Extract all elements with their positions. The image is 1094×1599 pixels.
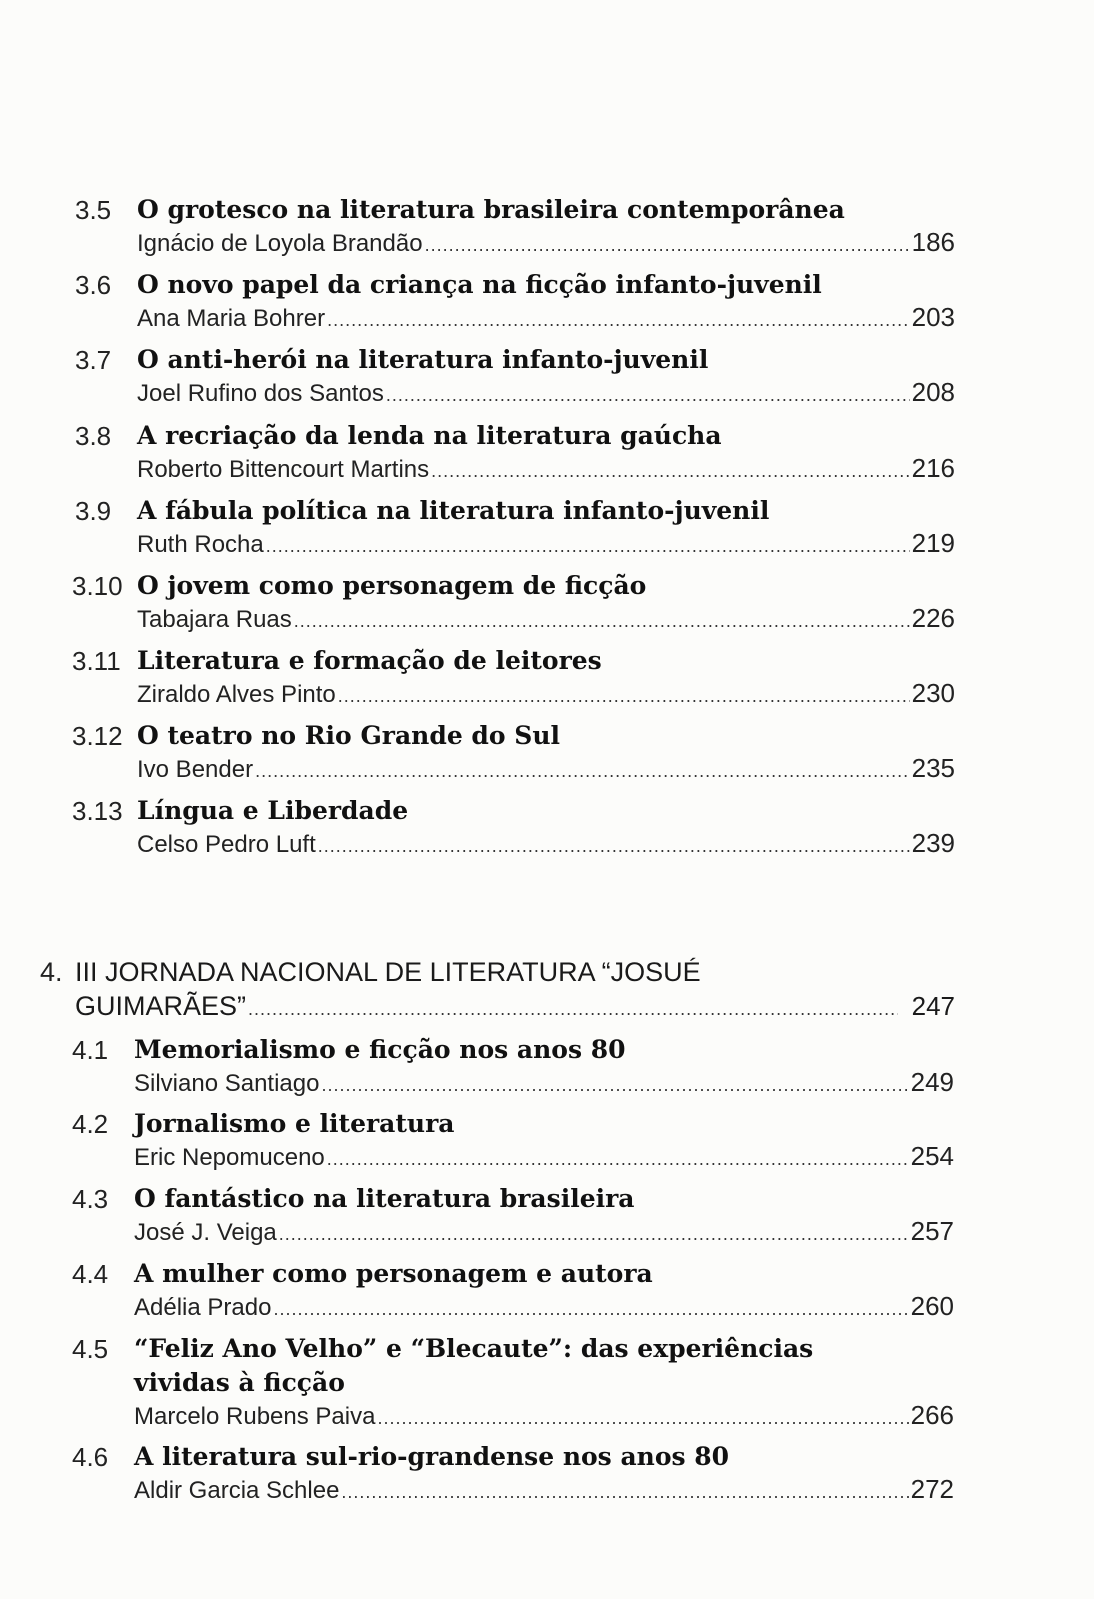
entry-author: Joel Rufino dos Santos: [137, 380, 384, 407]
entry-number: 3.10: [72, 571, 123, 601]
entry-page: 216: [911, 453, 955, 483]
entry-title: Literatura e formação de leitores: [137, 646, 602, 675]
entry-number: 3.9: [75, 496, 112, 526]
leader-dots: [255, 756, 910, 786]
entry-number: 3.12: [72, 721, 123, 751]
entry-number: 4.3: [72, 1184, 109, 1214]
leader-dots: [341, 1477, 908, 1507]
entry-page: 266: [910, 1400, 954, 1430]
entry-author-line: [137, 603, 955, 636]
entry-number: 4.6: [72, 1442, 109, 1472]
section-title-line-2: [75, 989, 955, 1026]
leader-dots: [338, 681, 910, 711]
entry-author-line: [137, 828, 955, 861]
entry-title: Memorialismo e ficção nos anos 80: [134, 1035, 626, 1064]
entry-author-line: [134, 1400, 954, 1433]
leader-dots: [327, 305, 910, 335]
entry-page: 219: [911, 528, 955, 558]
entry-author-line: [134, 1291, 954, 1324]
entry-page: 230: [911, 678, 955, 708]
entry-page: 254: [910, 1141, 954, 1171]
entry-page: 186: [911, 227, 955, 257]
entry-author: Tabajara Ruas: [137, 606, 292, 633]
entry-author-line: [134, 1067, 954, 1100]
entry-author-line: [134, 1474, 954, 1507]
leader-dots: [294, 606, 910, 636]
entry-number: 3.8: [75, 421, 112, 451]
entry-author: José J. Veiga: [134, 1219, 277, 1246]
leader-dots: [266, 531, 910, 561]
entry-author: Ruth Rocha: [137, 531, 264, 558]
entry-title: “Feliz Ano Velho” e “Blecaute”: das experiências vividas à ficção: [134, 1334, 814, 1397]
entry-author: Ana Maria Bohrer: [137, 305, 326, 332]
leader-dots: [377, 1403, 908, 1433]
leader-dots: [386, 380, 910, 410]
entry-title: O grotesco na literatura brasileira contemporânea: [137, 195, 845, 224]
leader-dots: [431, 456, 909, 486]
entry-number: 3.7: [75, 345, 112, 375]
entry-page: 272: [910, 1474, 954, 1504]
entry-title: A recriação da lenda na literatura gaúcha: [137, 421, 722, 450]
entry-title: A mulher como personagem e autora: [134, 1259, 653, 1288]
entry-page: 249: [910, 1067, 954, 1097]
section-title-cont: GUIMARÃES”: [75, 991, 247, 1021]
entry-page: 226: [911, 603, 955, 633]
entry-number: 3.5: [75, 195, 112, 225]
entry-page: 208: [911, 377, 955, 407]
entry-author: Adélia Prado: [134, 1294, 272, 1321]
entry-page: 235: [911, 753, 955, 783]
entry-title: O fantástico na literatura brasileira: [134, 1184, 635, 1213]
entry-author: Eric Nepomuceno: [134, 1144, 325, 1171]
entry-author: Ziraldo Alves Pinto: [137, 681, 336, 708]
entry-author-line: [137, 528, 955, 561]
entry-author-line: [137, 227, 955, 260]
entry-page: 203: [911, 302, 955, 332]
leader-dots: [248, 992, 898, 1026]
entry-author: Marcelo Rubens Paiva: [134, 1403, 376, 1430]
entry-author-line: [137, 753, 955, 786]
entry-author: Aldir Garcia Schlee: [134, 1477, 340, 1504]
entry-author-line: [137, 377, 955, 410]
leader-dots: [321, 1070, 908, 1100]
section-page: 247: [911, 991, 955, 1021]
entry-author-line: [137, 302, 955, 335]
entry-page: 257: [910, 1216, 954, 1246]
entry-title: A fábula política na literatura infanto-juvenil: [137, 496, 770, 525]
entry-number: 3.6: [75, 270, 112, 300]
entry-title: O jovem como personagem de ficção: [137, 571, 647, 600]
entry-author-line: [134, 1141, 954, 1174]
entry-page: 260: [910, 1291, 954, 1321]
entry-number: 3.11: [72, 646, 121, 676]
entry-page: 239: [911, 828, 955, 858]
entry-title: Jornalismo e literatura: [134, 1109, 455, 1138]
entry-author: Roberto Bittencourt Martins: [137, 456, 430, 483]
leader-dots: [273, 1294, 908, 1324]
entry-number: 4.1: [72, 1035, 109, 1065]
entry-title: O teatro no Rio Grande do Sul: [137, 721, 561, 750]
section-title-line-1: III JORNADA NACIONAL DE LITERATURA “JOSUÉ: [75, 957, 701, 987]
leader-dots: [425, 230, 910, 260]
entry-number: 3.13: [72, 796, 123, 826]
entry-author: Ignácio de Loyola Brandão: [137, 230, 423, 257]
section-number: 4.: [40, 957, 63, 987]
entry-title: O novo papel da criança na ficção infanto-juvenil: [137, 270, 822, 299]
entry-author: Ivo Bender: [137, 756, 254, 783]
entry-author: Silviano Santiago: [134, 1070, 320, 1097]
leader-dots: [318, 831, 910, 861]
entry-title: A literatura sul-rio-grandense nos anos 80: [134, 1442, 730, 1471]
entry-author-line: [137, 678, 955, 711]
entry-title: Língua e Liberdade: [137, 796, 409, 825]
entry-title: O anti-herói na literatura infanto-juvenil: [137, 345, 709, 374]
leader-dots: [279, 1219, 909, 1249]
entry-author-line: [134, 1216, 954, 1249]
entry-number: 4.5: [72, 1334, 109, 1364]
entry-number: 4.4: [72, 1259, 109, 1289]
leader-dots: [327, 1144, 909, 1174]
entry-author: Celso Pedro Luft: [137, 831, 316, 858]
entry-author-line: [137, 453, 955, 486]
entry-number: 4.2: [72, 1109, 109, 1139]
